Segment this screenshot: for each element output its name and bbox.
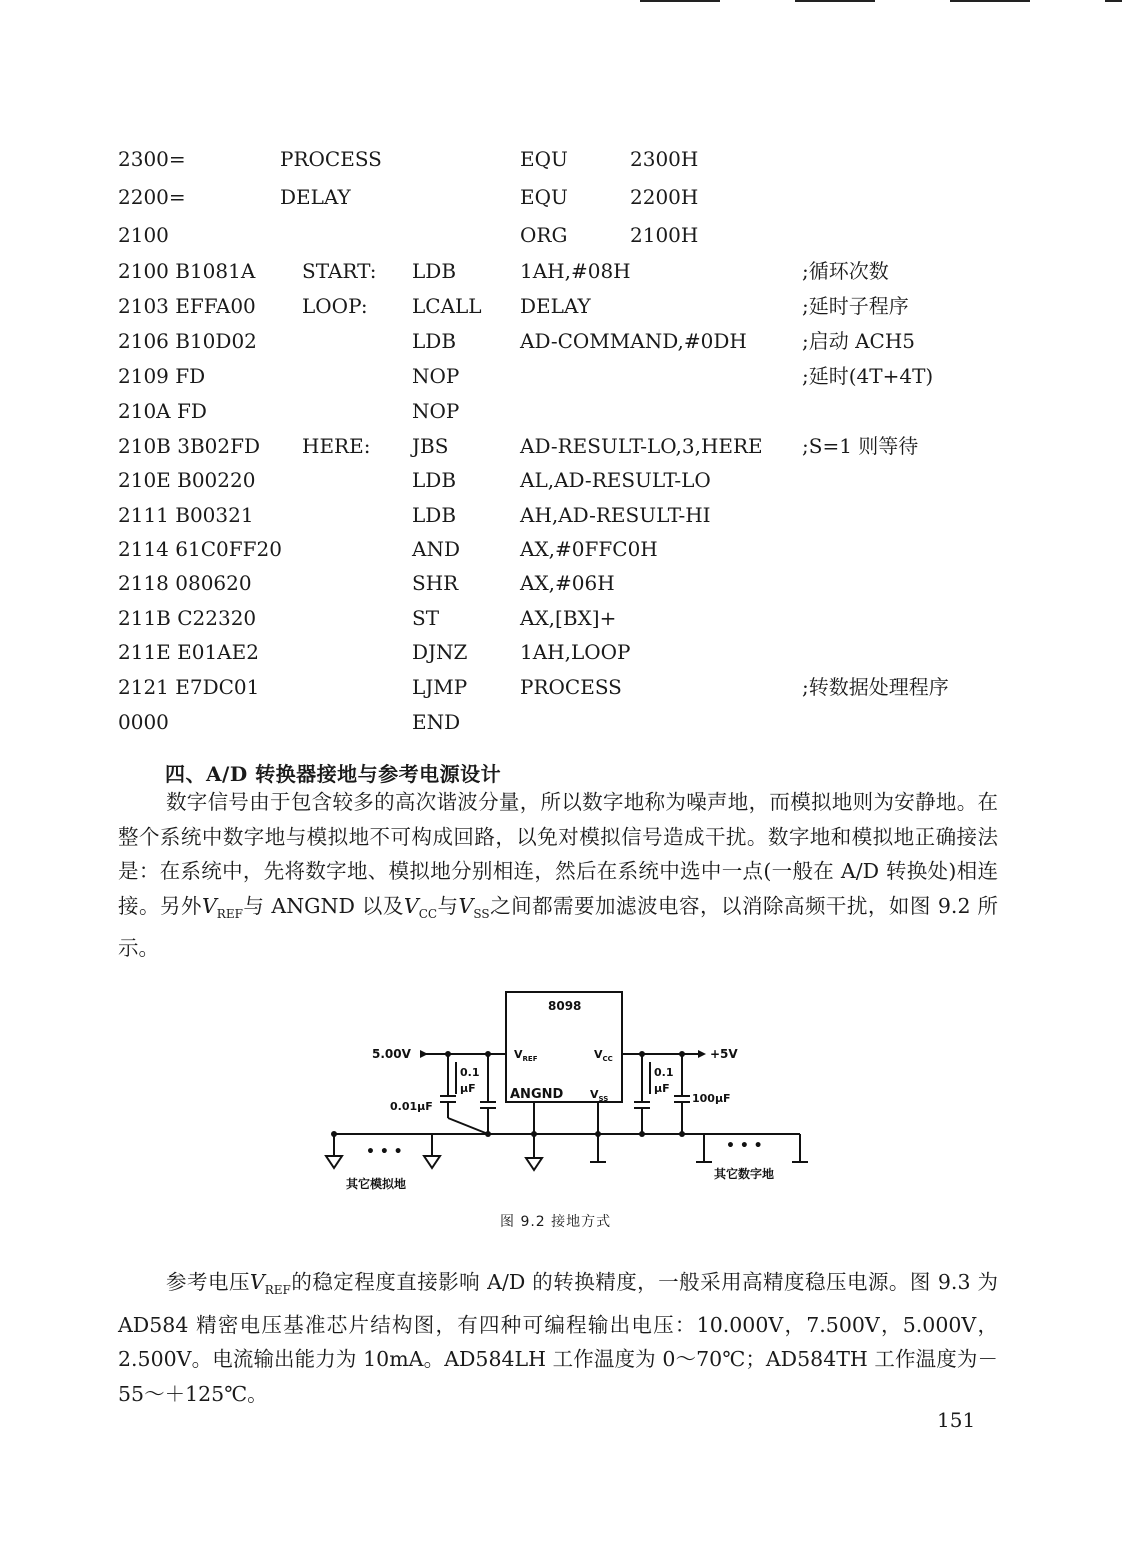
code-label: HERE:: [302, 434, 371, 458]
chip-name-label: 8098: [548, 999, 582, 1013]
left-cap-0-1-unit: μF: [460, 1082, 476, 1095]
code-operand: AD-COMMAND,#0DH: [520, 329, 747, 353]
code-label: PROCESS: [280, 147, 382, 171]
code-address: 2100 B1081A: [118, 259, 256, 283]
right-cap-100-label: 100μF: [692, 1092, 731, 1105]
right-cap-0-1-value: 0.1: [654, 1066, 674, 1079]
svg-text:VSS: [590, 1088, 608, 1103]
code-line: [0, 465, 1122, 495]
right-dots: • • •: [726, 1138, 763, 1154]
code-op: LJMP: [412, 675, 468, 699]
code-comment: ;延时子程序: [802, 294, 909, 318]
code-op: SHR: [412, 571, 459, 595]
code-address: 2100: [118, 223, 169, 247]
code-line: [0, 603, 1122, 633]
other-digital-ground-label: 其它数字地: [714, 1167, 775, 1181]
code-operand: AL,AD-RESULT-LO: [520, 468, 711, 492]
left-dots: • • •: [366, 1144, 403, 1160]
code-op: LDB: [412, 259, 457, 283]
code-line-equ-process: [0, 144, 1122, 174]
code-address: 2111 B00321: [118, 503, 254, 527]
code-op: LDB: [412, 329, 457, 353]
code-comment: ;循环次数: [802, 259, 889, 283]
para-text: 与 ANGND 以及: [242, 893, 404, 918]
code-op: ST: [412, 606, 440, 630]
paragraph-grounding: [118, 785, 998, 966]
code-op: EQU: [520, 147, 568, 171]
code-address: 210E B00220: [118, 468, 256, 492]
code-op: ORG: [520, 223, 568, 247]
code-label: DELAY: [280, 185, 351, 209]
code-address: 2121 E7DC01: [118, 675, 260, 699]
right-voltage-label: +5V: [710, 1047, 738, 1061]
code-address: 2106 B10D02: [118, 329, 257, 353]
vcc-label: V: [594, 1048, 603, 1061]
symbol-v: V: [249, 1270, 265, 1294]
vref-label: V: [514, 1048, 523, 1061]
code-line-equ-delay: [0, 182, 1122, 212]
symbol-sub: REF: [264, 1283, 291, 1298]
code-address: 2200=: [118, 185, 186, 209]
code-address: 210B 3B02FD: [118, 434, 261, 458]
code-operand: AX,[BX]+: [520, 606, 617, 630]
svg-text:VREF: [514, 1048, 538, 1063]
code-address: 2118 080620: [118, 571, 252, 595]
vcc-sub-label: CC: [602, 1055, 613, 1063]
left-voltage-label: 5.00V: [372, 1047, 411, 1061]
code-line: [0, 568, 1122, 598]
code-operand: AD-RESULT-LO,3,HERE: [520, 434, 763, 458]
para-text: 之间都需要加滤波电容，以消除高频干扰，如图 9.2 所示。: [118, 893, 998, 961]
code-op: DJNZ: [412, 640, 468, 664]
para-text: 数字信号由于包含较多的高次谐波分量，所以数字地称为噪声地，而模拟地则为安静地。在整个系统中数字地与模拟地不可构成回路，以免对模拟信号造成干扰。数字地和模拟地正确接法是：在系统中，先将数字地、模拟地分别相连，然后在系统中选中一点(一般在 A/D 转换处)相连接。另外: [118, 790, 998, 918]
circuit-diagram: [320, 984, 820, 1204]
code-address: 210A FD: [118, 399, 207, 423]
code-value: 2300H: [630, 147, 699, 171]
vref-sub-label: REF: [522, 1055, 538, 1063]
code-op: NOP: [412, 399, 460, 423]
figure-caption: 图 9.2 接地方式: [500, 1214, 612, 1230]
para-text: 参考电压: [166, 1270, 250, 1294]
code-line-org: [0, 220, 1122, 250]
svg-text:VCC: [594, 1048, 613, 1063]
top-rule-2: [795, 0, 875, 2]
code-operand: AH,AD-RESULT-HI: [520, 503, 711, 527]
code-address: 211B C22320: [118, 606, 257, 630]
code-address: 2114 61C0FF20: [118, 537, 282, 561]
code-value: 2100H: [630, 223, 699, 247]
code-address: 2103 EFFA00: [118, 294, 256, 318]
code-comment: ;转数据处理程序: [802, 675, 949, 699]
code-op: END: [412, 710, 461, 734]
symbol-sub: CC: [418, 906, 438, 921]
code-op: LDB: [412, 468, 457, 492]
vss-label: V: [590, 1088, 599, 1101]
section-heading: 四、A/D 转换器接地与参考电源设计: [165, 762, 502, 786]
code-operand: 1AH,LOOP: [520, 640, 631, 664]
code-label: LOOP:: [302, 294, 368, 318]
code-line: [0, 500, 1122, 530]
code-line: [0, 637, 1122, 667]
code-label: START:: [302, 259, 377, 283]
code-line: [0, 534, 1122, 564]
code-comment: ;启动 ACH5: [802, 329, 916, 353]
right-cap-0-1-unit: μF: [654, 1082, 670, 1095]
symbol-sub: SS: [473, 906, 490, 921]
code-address: 2109 FD: [118, 364, 206, 388]
other-analog-ground-label: 其它模拟地: [346, 1177, 407, 1191]
code-line: [0, 291, 1122, 321]
code-op: AND: [412, 537, 460, 561]
top-rule-4: [1105, 0, 1122, 2]
code-line: [0, 361, 1122, 391]
paragraph-reference-voltage: [118, 1265, 998, 1411]
code-op: LCALL: [412, 294, 482, 318]
para-text: 与: [437, 893, 459, 918]
page-number: 151: [937, 1408, 976, 1432]
code-op: JBS: [412, 434, 449, 458]
code-operand: AX,#0FFC0H: [520, 537, 658, 561]
code-operand: PROCESS: [520, 675, 622, 699]
vss-sub-label: SS: [598, 1095, 609, 1103]
grounding-circuit-figure: [320, 984, 820, 1208]
code-line: [0, 707, 1122, 737]
symbol-v: V: [201, 893, 217, 918]
code-line: [0, 326, 1122, 356]
left-cap-0-1-value: 0.1: [460, 1066, 480, 1079]
code-op: LDB: [412, 503, 457, 527]
top-rule-3: [950, 0, 1030, 2]
code-operand: 1AH,#08H: [520, 259, 631, 283]
code-line: [0, 396, 1122, 426]
code-address: 2300=: [118, 147, 186, 171]
code-line: [0, 256, 1122, 286]
code-comment: ;延时(4T+4T): [802, 364, 934, 388]
code-op: NOP: [412, 364, 460, 388]
code-op: EQU: [520, 185, 568, 209]
symbol-v: V: [458, 893, 474, 918]
code-operand: DELAY: [520, 294, 591, 318]
symbol-sub: REF: [216, 906, 243, 921]
left-cap-0-01-label: 0.01μF: [390, 1100, 433, 1113]
code-address: 211E E01AE2: [118, 640, 259, 664]
code-comment: ;S=1 则等待: [802, 434, 919, 458]
code-line: [0, 431, 1122, 461]
code-operand: AX,#06H: [520, 571, 615, 595]
top-rule-1: [640, 0, 720, 2]
code-value: 2200H: [630, 185, 699, 209]
angnd-label: ANGND: [510, 1087, 564, 1102]
para-text: 的稳定程度直接影响 A/D 的转换精度，一般采用高精度稳压电源。图 9.3 为 AD584 精密电压基准芯片结构图，有四种可编程输出电压：10.000V，7.500V，5.000V，2.500V。电流输出能力为 10mA。AD584LH 工作温度为 0～70℃；AD584TH 工作温度为－55～＋125℃。: [118, 1270, 998, 1406]
code-line: [0, 672, 1122, 702]
code-address: 0000: [118, 710, 169, 734]
symbol-v: V: [403, 893, 419, 918]
